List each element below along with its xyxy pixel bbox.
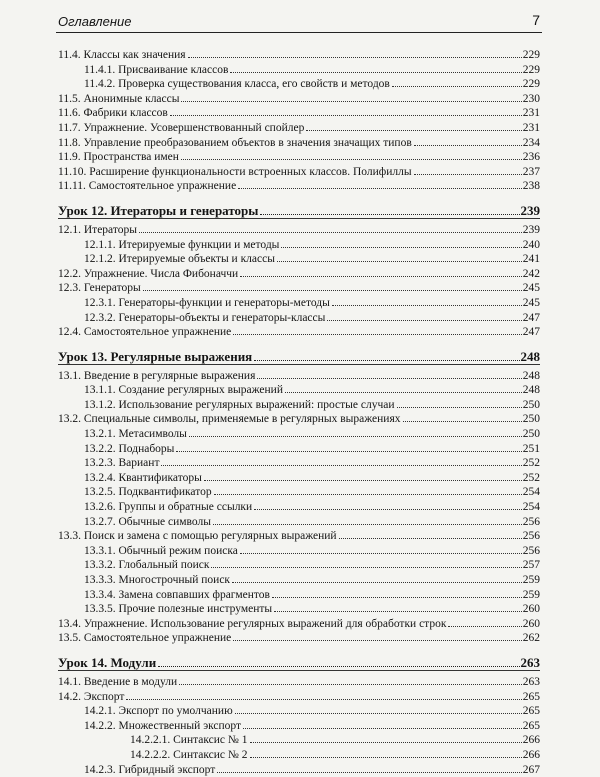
toc-page-number: 256 [522,544,540,557]
toc-page-number: 260 [522,603,540,616]
toc-entry-title: 12.4. Самостоятельное упражнение [58,326,232,339]
dot-leader [217,759,521,773]
toc-entry-title: 13.2.4. Квантификаторы [84,471,202,484]
toc-page-number: 262 [522,632,540,645]
toc-entry-title: 11.5. Анонимные классы [58,92,180,105]
toc-entry-title: 14.2.2.2. Синтаксис № 2 [130,748,248,761]
dot-leader [285,379,522,393]
dot-leader [277,248,522,262]
toc-page-number: 242 [522,267,540,280]
dot-leader [306,117,521,131]
toc-chapter-entry [58,651,540,671]
toc-entry-title: 12.1.1. Итерируемые функции и методы [84,238,280,251]
dot-leader [392,73,522,87]
toc-chapter-entry [58,345,540,365]
toc-entry-title: 13.3.4. Замена совпавших фрагментов [84,588,270,601]
toc-entry-title: 11.10. Расширение функциональности встроенных классов. Полифиллы [58,165,412,178]
dot-leader [139,219,522,233]
dot-leader [243,715,522,729]
toc-page-number: 247 [522,326,540,339]
dot-leader [254,345,519,361]
toc-page-number: 247 [522,311,540,324]
toc-page-number: 248 [520,348,540,364]
dot-leader [176,438,521,452]
toc-entry-title: 14.2.3. Гибридный экспорт [84,763,216,776]
toc-entry-title: 13.2. Специальные символы, применяемые в регулярных выражениях [58,413,401,426]
toc-entry-title: 14.2. Экспорт [58,690,125,703]
dot-leader [254,496,522,510]
toc-page-number: 259 [522,574,540,586]
dot-leader [211,554,521,568]
toc-page-number: 252 [522,471,540,484]
toc-entry-title: 13.4. Упражнение. Использование регулярных выражений для обработки строк [58,617,447,630]
dot-leader [126,686,521,700]
toc-page-number: 250 [522,428,540,441]
dot-leader [238,175,522,189]
dot-leader [250,744,522,758]
toc-page-number: 267 [522,763,540,776]
toc-entry-title: 12.1.2. Итерируемые объекты и классы [84,253,275,266]
toc-entry-title: 14.1. Введение в модули [58,675,178,688]
toc-entry-title: 13.1.1. Создание регулярных выражений [84,384,283,397]
dot-leader [414,132,522,146]
toc-page-number: 248 [522,369,540,382]
toc-page-number: 248 [522,384,540,397]
toc-entry-title: 11.11. Самостоятельное упражнение [58,180,237,193]
dot-leader [233,627,521,641]
toc-entry-title: 14.2.2.1. Синтаксис № 1 [130,734,248,747]
toc-entry [58,700,540,718]
toc-page-number: 251 [522,442,540,455]
toc-page-number: 259 [522,588,540,601]
toc-entry-title: 13.3.3. Многострочный поиск [84,574,231,586]
dot-leader [233,321,521,335]
toc-page-number: 229 [522,78,540,91]
toc-entry [58,44,540,59]
toc-entry [58,219,540,234]
dot-leader [397,394,522,408]
dot-leader [161,452,521,466]
toc-page-number: 250 [522,413,540,426]
dot-leader [250,729,522,743]
toc-entry-title: 12.3. Генераторы [58,282,141,295]
toc-entry-title: 12.2. Упражнение. Числа Фибоначчи [58,267,239,280]
dot-leader [274,598,522,612]
toc-page-number: 230 [522,92,540,105]
toc-entry-title: 12.3.2. Генераторы-объекты и генераторы-классы [84,311,326,324]
dot-leader [181,146,522,160]
toc-entry-title: 13.2.5. Подквантификатор [84,486,212,499]
toc-entry-title: 13.2.3. Вариант [84,457,160,470]
toc-page-number: 254 [522,486,540,499]
dot-leader [281,234,521,248]
toc-page-number: 231 [522,121,540,134]
toc-page-number: 231 [522,107,540,120]
dot-leader [235,700,522,714]
toc-page-number: 229 [522,49,540,61]
toc-page-number: 263 [520,654,540,670]
dot-leader [272,584,522,598]
page-header [56,10,542,33]
header-page-number: 7 [532,12,540,28]
toc-page-number: 245 [522,296,540,309]
toc-entry-title: Урок 14. Модули [58,654,157,670]
toc-page-number: 266 [522,748,540,761]
toc-entry-title: 11.6. Фабрики классов [58,107,168,120]
dot-leader [170,102,522,116]
toc-page-number: 254 [522,501,540,514]
dot-leader [339,525,522,539]
toc-entry-title: 13.1. Введение в регулярные выражения [58,369,256,382]
dot-leader [260,199,519,215]
toc-page-number: 236 [522,151,540,164]
dot-leader [181,88,521,102]
toc-entry-title: 13.3. Поиск и замена с помощью регулярных выражений [58,530,337,543]
toc-entry-title: 13.2.1. Метасимволы [84,428,187,441]
dot-leader [230,59,521,73]
toc-page-number: 256 [522,515,540,528]
toc-entry-title: 12.1. Итераторы [58,223,137,236]
dot-leader [448,613,521,627]
toc-entry-title: 13.3.5. Прочие полезные инструменты [84,603,273,616]
toc-entry-title: 13.2.2. Поднаборы [84,442,175,455]
dot-leader [189,423,522,437]
toc-entry-title: 11.4.2. Проверка существования класса, его свойств и методов [84,78,390,91]
toc-entry [58,365,540,380]
toc-page-number: 265 [522,719,540,732]
toc-page-number: 257 [522,559,540,572]
dot-leader [327,307,521,321]
toc-page-number: 265 [522,690,540,703]
dot-leader [158,651,519,667]
toc-entry-title: 13.3.1. Обычный режим поиска [84,544,238,557]
toc-entry [58,671,540,686]
table-of-contents [58,44,540,776]
dot-leader [257,365,521,379]
toc-entry-title: Урок 13. Регулярные выражения [58,348,253,364]
toc-page-number: 263 [522,675,540,688]
toc-page-number: 265 [522,705,540,718]
toc-entry-title: 11.9. Пространства имен [58,151,179,164]
dot-leader [179,671,522,685]
toc-entry-title: 13.3.2. Глобальный поиск [84,559,210,572]
dot-leader [414,161,522,175]
toc-entry-title: 11.8. Управление преобразованием объектов в значения значащих типов [58,136,412,149]
dot-leader [403,408,522,422]
toc-page-number: 234 [522,136,540,149]
toc-page-number: 266 [522,734,540,747]
toc-entry-title: 11.4. Классы как значения [58,49,186,61]
dot-leader [332,292,522,306]
toc-page-number: 240 [522,238,540,251]
toc-entry-title: 13.2.7. Обычные символы [84,515,211,528]
toc-page-number: 252 [522,457,540,470]
toc-page-number: 260 [522,617,540,630]
toc-entry-title: 14.2.1. Экспорт по умолчанию [84,705,233,718]
toc-page-number: 239 [522,223,540,236]
toc-page-number: 238 [522,180,540,193]
toc-page-number: 237 [522,165,540,178]
dot-leader [240,540,522,554]
dot-leader [214,481,522,495]
dot-leader [143,277,522,291]
toc-page-number: 256 [522,530,540,543]
toc-entry-title: 13.2.6. Группы и обратные ссылки [84,501,253,514]
toc-page-number: 229 [522,63,540,76]
dot-leader [204,467,522,481]
toc-entry-title: 13.1.2. Использование регулярных выражений: простые случаи [84,398,395,411]
dot-leader [213,511,522,525]
toc-chapter-entry [58,199,540,219]
toc-entry-title: Урок 12. Итераторы и генераторы [58,202,259,218]
toc-page-number: 241 [522,253,540,266]
toc-entry [58,686,540,701]
toc-page-number: 250 [522,398,540,411]
toc-page-number: 239 [520,202,540,218]
toc-page-number: 245 [522,282,540,295]
toc-entry-title: 11.4.1. Присваивание классов [84,63,229,76]
toc-entry-title: 14.2.2. Множественный экспорт [84,719,242,732]
dot-leader [188,44,522,58]
toc-entry-title: 12.3.1. Генераторы-функции и генераторы-методы [84,296,330,309]
dot-leader [232,569,522,583]
dot-leader [240,263,522,277]
toc-entry-title: 13.5. Самостоятельное упражнение [58,632,232,645]
header-title: Оглавление [58,14,132,29]
toc-entry-title: 11.7. Упражнение. Усовершенствованный спойлер [58,121,305,134]
